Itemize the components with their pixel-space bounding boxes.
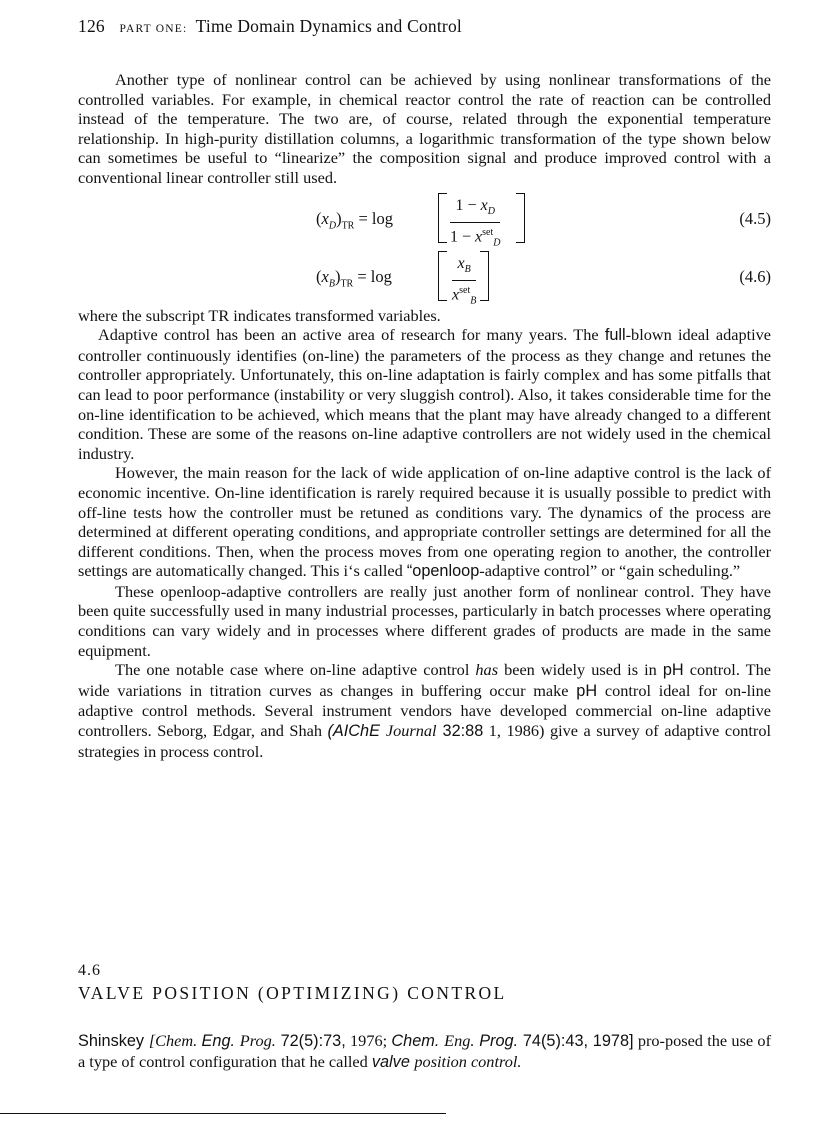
equation-lhs: $(x_B)_{TR} = \log$ — [316, 266, 392, 289]
chapter-title: Time Domain Dynamics and Control — [195, 16, 462, 36]
paragraph-economic-incentive: However, the main reason for the lack of wide application of on-line adaptive control is the lack of economic incentive. On-line identification is rarely required because it is usually possible to predict with off-line tests how the controller must be retuned as conditions vary. The dynamics of the process are determined at different operating conditions, and appropriate controller settings are determined for all the different conditions. Then, when the process moves from one operating region to another, the controller settings are automatically changed. This i‘s called “openloop-adaptive control” or “gain scheduling.” — [78, 463, 771, 581]
paragraph-shinskey: Shinskey [Chem. Eng. Prog. 72(5):73, 1976; Chem. Eng. Prog. 74(5):43, 1978] pro-posed the use of a type of control configuration that he called valve position control. — [78, 1031, 771, 1071]
fraction: $1 - x_D$ $1 - x^{set}_D$ — [450, 196, 501, 249]
footer-rule — [0, 1113, 446, 1114]
paragraph-subscript-note: where the subscript TR indicates transformed variables. — [78, 305, 441, 325]
right-bracket — [480, 251, 489, 301]
fraction: $x_B$ $x^{set}_B$ — [452, 254, 477, 307]
paragraph-openloop-adaptive: These openloop-adaptive controllers are really just another form of nonlinear control. They have been quite successfully used in many industrial processes, particularly in batch processes where operating conditions can vary widely and in processes where different grades of products are made in the same equipment. — [78, 581, 771, 660]
right-bracket — [516, 193, 525, 243]
section-title: VALVE POSITION (OPTIMIZING) CONTROL — [78, 983, 507, 1003]
equation-number: (4.6) — [739, 266, 771, 286]
left-bracket — [438, 251, 447, 301]
paragraph-adaptive-control: Adaptive control has been an active area of research for many years. The full-blown ideal adaptive controller continuously identifies (on-line) the parameters of the process as they change and retunes the controller appropriately. Unfortunately, this on-line adaptation is fairly complex and has some pitfalls that can lead to poor performance (instability or very sluggish control). Also, it takes considerable time for the on-line identification to be achieved, which means that the plant may have already changed to a different condition. These are some of the reasons on-line adaptive controllers are not widely used in the chemical industry. — [78, 325, 771, 463]
equation-4-6 — [78, 250, 771, 307]
part-label: PART ONE: — [119, 23, 188, 35]
page-number: 126 — [78, 16, 105, 36]
section-number: 4.6 — [78, 962, 101, 979]
running-head — [78, 16, 462, 37]
equation-lhs: $(x_D)_{TR} = \log$ — [316, 208, 393, 231]
body-text — [78, 70, 771, 761]
equation-4-5 — [78, 192, 771, 249]
left-bracket — [438, 193, 447, 243]
equation-number: (4.5) — [739, 208, 771, 228]
paragraph-ph-control: The one notable case where on-line adaptive control has been widely used is in pH control. The wide variations in titration curves as changes in buffering occur make pH control ideal for on-line adaptive control methods. Several instrument vendors have developed commercial on-line adaptive controllers. Seborg, Edgar, and Shah (AIChE Journal 32:88 1, 1986) give a survey of adaptive control strategies in process control. — [78, 660, 772, 761]
paragraph-nonlinear-transform: Another type of nonlinear control can be achieved by using nonlinear transformations of the controlled variables. For example, in chemical reactor control the rate of reaction can be controlled instead of the temperature. The two are, of course, related through the exponential temperature relationship. In high-purity distillation columns, a logarithmic transformation of the type shown below can sometimes be useful to “linearize” the composition signal and produce improved control with a conventional linear controller still used. — [78, 70, 771, 187]
